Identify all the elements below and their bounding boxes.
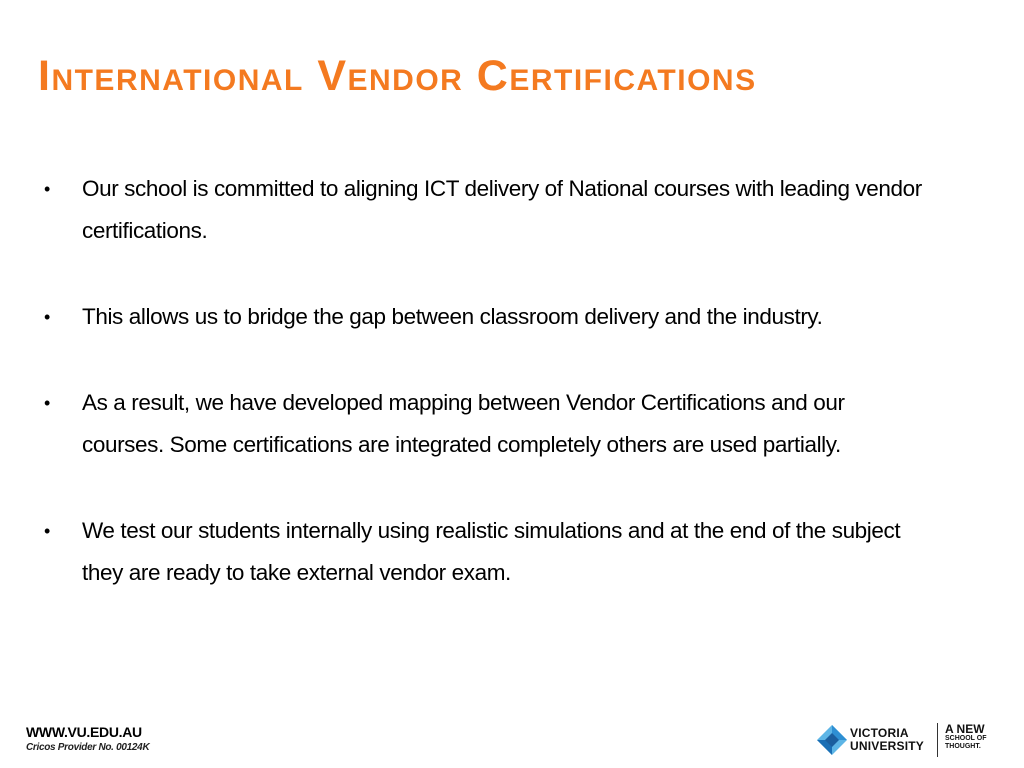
vu-diamond-logo-icon [816, 724, 848, 756]
victoria-university-logo [816, 722, 996, 758]
logo-divider [937, 723, 938, 757]
bullet-text: As a result, we have developed mapping between Vendor Certifications and our courses. Some certifications are integrated completely others are used partially. [82, 390, 845, 457]
bullet-list [44, 168, 924, 638]
bullet-marker: • [44, 179, 51, 199]
bullet-item [44, 382, 924, 466]
bullet-item [44, 296, 924, 338]
footer-cricos-provider: Cricos Provider No. 00124K [26, 742, 150, 753]
bullet-marker: • [44, 307, 51, 327]
footer-website-link[interactable]: WWW.VU.EDU.AU [26, 724, 142, 740]
bullet-text: Our school is committed to aligning ICT delivery of National courses with leading vendor certifications. [82, 176, 922, 243]
tagline-line-2: SCHOOL OF [945, 735, 987, 742]
logo-line-victoria: VICTORIA [850, 726, 909, 740]
bullet-text: We test our students internally using realistic simulations and at the end of the subject they are ready to take external vendor exam. [82, 518, 901, 585]
bullet-marker: • [44, 521, 51, 541]
logo-line-university: UNIVERSITY [850, 739, 925, 753]
slide-title: International Vendor Certifications [38, 52, 757, 100]
logo-tagline [945, 723, 986, 751]
bullet-marker: • [44, 393, 51, 413]
bullet-text: This allows us to bridge the gap between classroom delivery and the industry. [82, 304, 823, 329]
logo-wordmark [850, 727, 924, 753]
tagline-line-3: THOUGHT. [945, 743, 981, 750]
bullet-item [44, 510, 924, 594]
tagline-line-1: A NEW [945, 722, 985, 736]
bullet-item [44, 168, 924, 252]
